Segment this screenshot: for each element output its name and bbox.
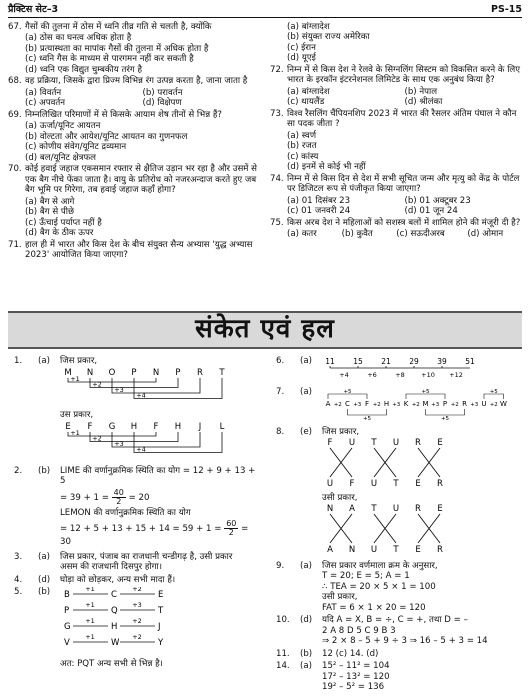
options-74. <box>270 196 522 217</box>
option: (a) 01 दिसंबर 23 <box>287 195 351 206</box>
step-label: +1 <box>85 587 95 594</box>
option: (d) बैग के ठीक ऊपर <box>25 228 94 239</box>
step-label: +5 <box>343 389 352 396</box>
step-label: +1 <box>85 617 95 626</box>
header-title: प्रैक्टिस सेट–3 <box>8 4 59 16</box>
option: (b) बैग से पीछे <box>25 207 75 218</box>
letter: E <box>437 504 443 515</box>
sol5-note: अत: PQT अन्य सभी से भिन्न है। <box>60 658 163 669</box>
sol8-diagram2 <box>322 503 462 555</box>
step-label: +4 <box>136 445 146 454</box>
series-number: 29 <box>409 357 419 366</box>
solution-6: 6. (a) 11 15 21 29 39 51 +4 +6 +8 +10 +12 <box>270 356 522 385</box>
letter: R <box>437 479 443 490</box>
step-label: +3 <box>353 402 362 409</box>
letter: P <box>131 368 137 379</box>
option: (d) इनमें से कोई भी नहीं <box>287 162 366 173</box>
letter: T <box>219 368 225 379</box>
letter: F <box>327 438 333 449</box>
letter: P <box>175 368 181 379</box>
solution-11: 11. (b) 12 (c) 14. (d) <box>276 648 379 659</box>
letter: A <box>325 400 331 409</box>
step-label: +4 <box>136 391 146 400</box>
letter: J <box>198 422 202 433</box>
letter: N <box>348 545 356 556</box>
options-cont <box>270 22 522 64</box>
step-label: +2 <box>489 402 498 409</box>
solution-1: 1. (a) जिस प्रकार, M N O P N P R T +1 +2 +3 +4 उस प्रकार, E F G H F H J L +1 +2 +3 +4 <box>8 356 260 464</box>
option: (b) 01 अक्टूबर 23 <box>404 195 471 206</box>
option: (c) ऊँचाई पर्याप्त नहीं है <box>25 217 102 228</box>
sol8-diagram1 <box>322 437 462 489</box>
option: (b) संयुक्त राज्य अमेरिका <box>287 32 370 43</box>
letter: T <box>158 606 164 617</box>
series-number: 11 <box>325 357 335 366</box>
option: (b) नेपाल <box>404 86 438 97</box>
step-label: +1 <box>85 601 95 610</box>
solution-3: 3. (a) जिस प्रकार, पंजाब का राजधानी चन्डीगढ़ है, उसी प्रकार असम की राजधानी दिसपुर होगा। <box>14 551 233 573</box>
step-label: +3 <box>114 386 124 395</box>
page-header <box>8 3 522 18</box>
letter: R <box>415 438 421 449</box>
letter: K <box>403 400 409 409</box>
option: (a) ठोस का घनत्व अधिक होता है <box>25 33 132 44</box>
page-number: PS-15 <box>491 4 522 16</box>
letter: R <box>437 545 443 556</box>
sol6-diagram <box>322 356 502 382</box>
options-68. <box>8 88 260 109</box>
letter: U <box>481 400 487 409</box>
step-label: +6 <box>367 371 377 379</box>
section-banner <box>8 311 522 349</box>
option: (b) परावर्तन <box>142 87 183 98</box>
step-label: +2 <box>132 617 142 626</box>
series-number: 51 <box>465 357 475 366</box>
step-label: +3 <box>392 402 401 409</box>
letter: E <box>158 590 164 601</box>
option: (a) बांग्लादेश <box>287 22 330 32</box>
letter: A <box>349 504 355 515</box>
letter: U <box>392 504 400 515</box>
sol2-line1: LIME की वर्णानुक्रमिक स्थिति का योग = 12 + 9 + 13 + 5 <box>60 465 256 487</box>
left-question-column <box>8 22 260 262</box>
option: (a) विवर्तन <box>25 87 62 98</box>
step-label: +2 <box>132 633 142 642</box>
letter: E <box>415 545 421 556</box>
sol2-line2: = 39 + 1 = $\frac{40}{2}$ = 20 <box>60 487 150 506</box>
option: (c) ध्वनि गैस के माध्यम से पारगमन नहीं कर सकती है <box>25 54 194 65</box>
question-70.: 70. कोई हवाई जहाज एकसमान रफ्तार से क्षैतिज उड़ान भर रहा है और उसमें से एक बैग नीचे फेंका जाता है। वायु के प्रतिरोध को नजरअन्दाज करते हुए जब बैग भूमि पर गिरेगा, तब हवाई जहाज कहाँ होगा? <box>8 164 257 196</box>
option: (d) श्रीलंका <box>404 97 443 108</box>
letter: E <box>65 422 71 433</box>
letter: M <box>422 400 429 409</box>
step-label: +2 <box>450 402 459 409</box>
option: (a) ऊर्जा/यूनिट आयतन <box>25 121 101 132</box>
letter: Q <box>111 606 118 617</box>
letter: O <box>108 368 116 379</box>
options-69. <box>8 121 260 163</box>
step-label: +5 <box>440 416 450 422</box>
letter: C <box>111 590 117 601</box>
step-label: +3 <box>114 440 124 449</box>
sol7-diagram <box>322 387 522 421</box>
letter: R <box>197 368 203 379</box>
letter: N <box>326 504 334 515</box>
step-label: +5 <box>489 389 498 396</box>
letter: M <box>64 368 72 379</box>
question-74.: 74. निम्न में से किस दिन से देश में सभी सूचित जन्म और मृत्यु को केंद्र के पोर्टल पर डिजिटल रूप से पंजीकृत किया जाएगा? <box>270 173 520 195</box>
sol1-line1: जिस प्रकार, <box>60 356 98 366</box>
option: (d) ध्वनि एक विद्युत चुम्बकीय तरंग है <box>25 64 143 75</box>
solutions-right <box>270 356 522 695</box>
question-72.: 72. निम्न में से किस देश ने रेलवे के सिग्नलिंग सिस्टम को विकसित करने के लिए भारत के इरकॉन इंटरनेशनल लिमिटेड के साथ एक अनुबंध किया है? <box>270 64 520 86</box>
step-label: +8 <box>395 371 405 379</box>
question-71.: 71. हाल ही में भारत और किस देश के बीच संयुक्त सैन्य अभ्यास 'युद्ध अभ्यास 2023' आयोजित किया जाएगा? <box>8 239 253 261</box>
series-number: 39 <box>437 357 447 366</box>
letter: E <box>437 438 443 449</box>
option: (d) यूएई <box>287 53 316 64</box>
options-70. <box>8 197 260 239</box>
right-question-column <box>270 22 522 241</box>
letter: J <box>158 622 161 633</box>
solution-9: 9. (a) जिस प्रकार वर्णमाला क्रम के अनुसार, T = 20; E = 5; A = 1 ∴ TEA = 20 × 5 × 1 = 100 उसी प्रकार, FAT = 6 × 1 × 20 = 120 <box>276 560 438 613</box>
step-label: +2 <box>92 434 102 443</box>
option: (a) बैग से आगे <box>25 196 75 207</box>
options-67. <box>8 33 260 75</box>
letter: N <box>152 368 160 379</box>
sol1-line2: उस प्रकार, <box>60 409 94 420</box>
letter: P <box>64 606 70 617</box>
letter: P <box>442 400 448 409</box>
step-label: +2 <box>132 587 142 594</box>
letter: E <box>415 479 421 490</box>
solutions-left <box>8 356 260 671</box>
letter: F <box>364 400 370 409</box>
question-68.: 68. वह प्रक्रिया, जिसके द्वारा प्रिज्म विभिन्न रंग उत्पन्न करता है, जाना जाता है <box>8 76 248 87</box>
letter: T <box>371 438 377 449</box>
letter: G <box>64 622 71 633</box>
step-label: +12 <box>449 371 463 379</box>
sol1-diagram1 <box>60 366 250 406</box>
step-label: +3 <box>431 402 440 409</box>
option: (c) थायलैंड <box>287 97 325 108</box>
letter: N <box>86 368 94 379</box>
question-75.: 75. किस अरब देश ने महिलाओं को सशस्त्र बलों में शामिल होने की मंजूरी दी है? <box>270 217 521 228</box>
letter: B <box>64 590 70 601</box>
step-label: +4 <box>339 371 349 379</box>
series-number: 21 <box>381 357 391 366</box>
options-72. <box>270 87 522 108</box>
solution-10: 10. (d) यदि A = X, B = ÷, C = +, तथा D = – 2 A 8 D 5 C 9 B 3 ⇒ 2 × 8 – 5 + 9 ÷ 3 ⇒ 16 – 5 + 3 = 14 <box>276 615 488 647</box>
sol2-line4: = 12 + 5 + 13 + 15 + 14 = 59 + 1 = $\frac{60}{2}$ = 30 <box>60 519 249 548</box>
letter: U <box>392 438 400 449</box>
option: (b) कुवैत <box>341 229 373 240</box>
option: (a) बांग्लादेश <box>287 86 330 97</box>
letter: V <box>64 638 70 649</box>
letter: H <box>111 622 118 633</box>
letter: R <box>462 400 467 409</box>
option: (d) बल/यूनिट क्षेत्रफल <box>25 152 96 163</box>
option: (d) विक्षेपण <box>142 98 182 109</box>
letter: F <box>349 479 355 490</box>
step-label: +2 <box>411 402 420 409</box>
option: (b) प्रत्यास्थता का मापांक गैसों की तुलना में अधिक होता है <box>25 43 209 54</box>
letter: G <box>108 422 116 433</box>
letter: R <box>415 504 421 515</box>
letter: F <box>87 422 93 433</box>
option: (c) 01 जनवरी 24 <box>287 206 351 217</box>
sol1-diagram2 <box>60 420 250 460</box>
options-75. <box>270 229 522 239</box>
step-label: +2 <box>92 380 102 389</box>
sol5-diagram <box>60 587 210 655</box>
letter: H <box>130 422 138 433</box>
step-label: +1 <box>85 633 95 642</box>
letter: W <box>111 638 120 649</box>
options-73. <box>270 131 522 173</box>
letter: F <box>153 422 159 433</box>
letter: T <box>393 479 399 490</box>
option: (c) अपवर्तन <box>25 98 66 109</box>
letter: W <box>500 400 507 409</box>
sol2-line3: LEMON की वर्णानुक्रमिक स्थिति का योग <box>60 507 191 518</box>
step-label: +3 <box>132 601 142 610</box>
letter: T <box>393 545 399 556</box>
question-69.: 69. निम्नलिखित परिमाणों में से किसके आयाम शेष तीनों से भिन्न हैं? <box>8 109 222 120</box>
step-label: +3 <box>470 402 479 409</box>
solution-7: 7. (a) A C F H K M P R U W +2 +3 +2 +3 +2 +3 +2 +3 +2 +5 +5 +5 +5 +5 <box>270 387 522 424</box>
step-label: +2 <box>333 402 342 409</box>
letter: C <box>345 400 350 409</box>
solution-5: 5. (b) B +1 C +2 E P +1 Q +3 T G +1 H +2 J V +1 W +2 Y अत: PQT अन्य सभी से भिन्न है। <box>8 587 260 669</box>
solution-8: 8. (e) जिस प्रकार, F U T U R E U F U T E R उसी प्रकार, N A T U R E A N U T E R <box>270 427 522 559</box>
solution-14: 14. (a) 15² – 11² = 104 17² – 13² = 120 19² – 5² = 136 <box>276 661 390 693</box>
option: (d) 01 जून 24 <box>404 206 458 217</box>
step-label: +1 <box>70 375 80 384</box>
question-67.: 67. गैसों की तुलना में ठोस में ध्वनि तीव्र गति से चलती है, क्योंकि <box>8 22 212 32</box>
step-label: +10 <box>421 371 435 379</box>
letter: Y <box>158 638 164 649</box>
option: (a) स्वर्ण <box>287 130 317 141</box>
solution-4: 4. (d) घोड़ा को छोड़कर, अन्य सभी मादा हैं। <box>14 574 176 585</box>
letter: L <box>219 422 225 433</box>
letter: U <box>370 479 378 490</box>
step-label: +5 <box>421 389 430 396</box>
letter: H <box>174 422 182 433</box>
letter: T <box>371 504 377 515</box>
option: (c) कांस्य <box>287 151 319 162</box>
option: (b) रजत <box>287 141 317 152</box>
step-label: +5 <box>362 416 372 422</box>
solution-2: 2. (b) LIME की वर्णानुक्रमिक स्थिति का योग = 12 + 9 + 13 + 5 = 39 + 1 = $\frac{40}{2}$ = 20 LEMON की वर्णानुक्रमिक स्थिति का योग = 12 + 5 + 13 + 15 + 14 = 59 + 1 = $\frac{60}{2}$ = 30 <box>8 466 260 550</box>
letter: A <box>327 545 333 556</box>
question-73.: 73. विश्व रैसलिंग चैंपियनशिप 2023 में भारत की रैसलर अंतिम पंघाल ने कौन सा पदक जीता ? <box>270 108 517 130</box>
letter: U <box>348 438 356 449</box>
series-number: 15 <box>353 357 363 366</box>
option: (a) कतर <box>287 229 317 240</box>
option: (d) ओमान <box>467 229 504 240</box>
option: (c) कोणीय संवेग/यूनिट द्रव्यमान <box>25 142 127 153</box>
option: (c) ईरान <box>287 42 316 53</box>
letter: H <box>383 400 390 409</box>
letter: U <box>370 545 378 556</box>
option: (b) वोल्टता और आयेश/यूनिट आयतन का गुणनफल <box>25 131 188 142</box>
step-label: +2 <box>372 402 381 409</box>
option: (c) सऊदीअरब <box>396 229 445 240</box>
banner-title: संकेत एवं हल <box>195 314 335 345</box>
letter: U <box>326 479 334 490</box>
step-label: +1 <box>70 429 80 438</box>
